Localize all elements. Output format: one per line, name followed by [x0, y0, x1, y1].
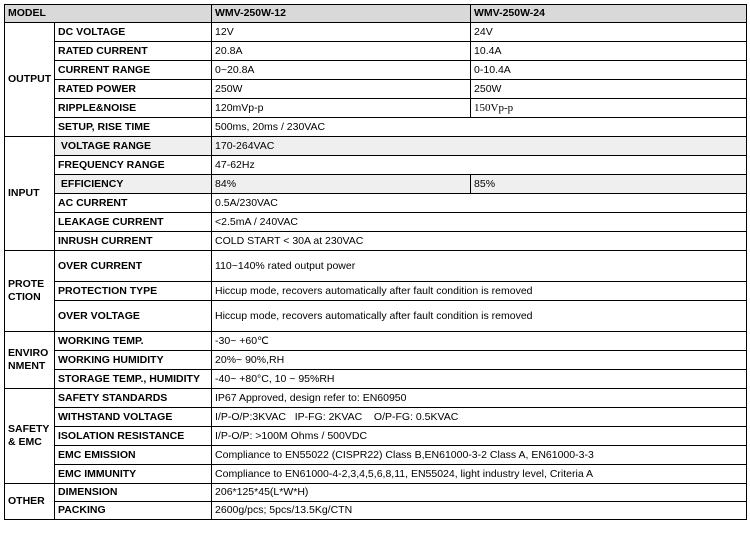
- table-row: [5, 332, 747, 351]
- table-row: [5, 213, 747, 232]
- value-frequency-range: 47-62Hz: [212, 156, 747, 175]
- param-dc-voltage: DC VOLTAGE: [55, 23, 212, 42]
- value-emc-immunity: Compliance to EN61000-4-2,3,4,5,6,8,11, EN55024, light industry level, Criteria A: [212, 465, 747, 484]
- param-dimension: DIMENSION: [55, 484, 212, 502]
- value-rated-current-b: 10.4A: [471, 42, 747, 61]
- value-working-temp: -30~ +60℃: [212, 332, 747, 351]
- param-inrush-current: INRUSH CURRENT: [55, 232, 212, 251]
- param-rated-power: RATED POWER: [55, 80, 212, 99]
- value-dc-voltage-b: 24V: [471, 23, 747, 42]
- table-row: [5, 465, 747, 484]
- param-efficiency: [55, 175, 212, 194]
- param-emc-immunity: EMC IMMUNITY: [55, 465, 212, 484]
- table-row: [5, 137, 747, 156]
- value-current-range-b: 0-10.4A: [471, 61, 747, 80]
- param-emc-emission: EMC EMISSION: [55, 446, 212, 465]
- value-efficiency-a: 84%: [212, 175, 471, 194]
- value-dc-voltage-a: 12V: [212, 23, 471, 42]
- value-ac-current: 0.5A/230VAC: [212, 194, 747, 213]
- value-current-range-a: 0~20.8A: [212, 61, 471, 80]
- param-rated-current: RATED CURRENT: [55, 42, 212, 61]
- table-row: [5, 156, 747, 175]
- table-row: [5, 80, 747, 99]
- param-over-current: OVER CURRENT: [55, 251, 212, 282]
- value-ripple-b: 150Vp-p: [471, 99, 747, 118]
- table-row: [5, 42, 747, 61]
- value-rated-power-a: 250W: [212, 80, 471, 99]
- table-row: [5, 389, 747, 408]
- model-a: WMV-250W-12: [212, 5, 471, 23]
- param-current-range: CURRENT RANGE: [55, 61, 212, 80]
- table-row: [5, 23, 747, 42]
- param-isolation-resistance: ISOLATION RESISTANCE: [55, 427, 212, 446]
- table-row: [5, 502, 747, 520]
- param-storage: STORAGE TEMP., HUMIDITY: [55, 370, 212, 389]
- value-dimension: 206*125*45(L*W*H): [212, 484, 747, 502]
- value-setup-rise: 500ms, 20ms / 230VAC: [212, 118, 747, 137]
- value-safety-standards: IP67 Approved, design refer to: EN60950: [212, 389, 747, 408]
- table-row: [5, 301, 747, 332]
- section-safety-emc: SAFETY & EMC: [5, 389, 55, 484]
- table-row: [5, 408, 747, 427]
- table-row: [5, 118, 747, 137]
- model-b: WMV-250W-24: [471, 5, 747, 23]
- table-row: [5, 194, 747, 213]
- table-row: [5, 446, 747, 465]
- value-withstand-voltage: I/P-O/P:3KVAC IP-FG: 2KVAC O/P-FG: 0.5KVAC: [212, 408, 747, 427]
- param-frequency-range: FREQUENCY RANGE: [55, 156, 212, 175]
- value-ripple-a: 120mVp-p: [212, 99, 471, 118]
- value-rated-current-a: 20.8A: [212, 42, 471, 61]
- param-leakage-current: LEAKAGE CURRENT: [55, 213, 212, 232]
- param-working-temp: WORKING TEMP.: [55, 332, 212, 351]
- param-safety-standards: SAFETY STANDARDS: [55, 389, 212, 408]
- table-row: [5, 232, 747, 251]
- value-working-humidity: 20%~ 90%,RH: [212, 351, 747, 370]
- table-row: [5, 99, 747, 118]
- section-other: OTHER: [5, 484, 55, 520]
- param-voltage-range: [55, 137, 212, 156]
- param-ripple-noise: RIPPLE&NOISE: [55, 99, 212, 118]
- value-packing: 2600g/pcs; 5pcs/13.5Kg/CTN: [212, 502, 747, 520]
- section-protection: PROTE CTION: [5, 251, 55, 332]
- section-input: INPUT: [5, 137, 55, 251]
- param-ac-current: AC CURRENT: [55, 194, 212, 213]
- table-row: [5, 370, 747, 389]
- model-label: MODEL: [5, 5, 212, 23]
- value-over-current: 110~140% rated output power: [212, 251, 747, 282]
- table-row: [5, 175, 747, 194]
- value-leakage-current: <2.5mA / 240VAC: [212, 213, 747, 232]
- param-efficiency-label: EFFICIENCY: [60, 177, 124, 190]
- value-storage: -40~ +80°C, 10 ~ 95%RH: [212, 370, 747, 389]
- value-emc-emission: Compliance to EN55022 (CISPR22) Class B,EN61000-3-2 Class A, EN61000-3-3: [212, 446, 747, 465]
- table-row: [5, 251, 747, 282]
- value-protection-type: Hiccup mode, recovers automatically after fault condition is removed: [212, 282, 747, 301]
- value-over-voltage: Hiccup mode, recovers automatically after fault condition is removed: [212, 301, 747, 332]
- table-row: [5, 484, 747, 502]
- param-protection-type: PROTECTION TYPE: [55, 282, 212, 301]
- param-withstand-voltage: WITHSTAND VOLTAGE: [55, 408, 212, 427]
- param-packing: PACKING: [55, 502, 212, 520]
- param-working-humidity: WORKING HUMIDITY: [55, 351, 212, 370]
- value-inrush-current: COLD START < 30A at 230VAC: [212, 232, 747, 251]
- param-setup-rise: SETUP, RISE TIME: [55, 118, 212, 137]
- table-row: [5, 282, 747, 301]
- value-efficiency-b: 85%: [471, 175, 747, 194]
- value-voltage-range: 170-264VAC: [212, 137, 747, 156]
- value-isolation-resistance: I/P-O/P: >100M Ohms / 500VDC: [212, 427, 747, 446]
- table-row: [5, 427, 747, 446]
- value-rated-power-b: 250W: [471, 80, 747, 99]
- header-row: [5, 5, 747, 23]
- table-row: [5, 351, 747, 370]
- spec-table: [4, 4, 747, 520]
- section-environment: ENVIRO NMENT: [5, 332, 55, 389]
- param-over-voltage: OVER VOLTAGE: [55, 301, 212, 332]
- section-output: OUTPUT: [5, 23, 55, 137]
- table-row: [5, 61, 747, 80]
- param-voltage-range-label: VOLTAGE RANGE: [60, 139, 151, 152]
